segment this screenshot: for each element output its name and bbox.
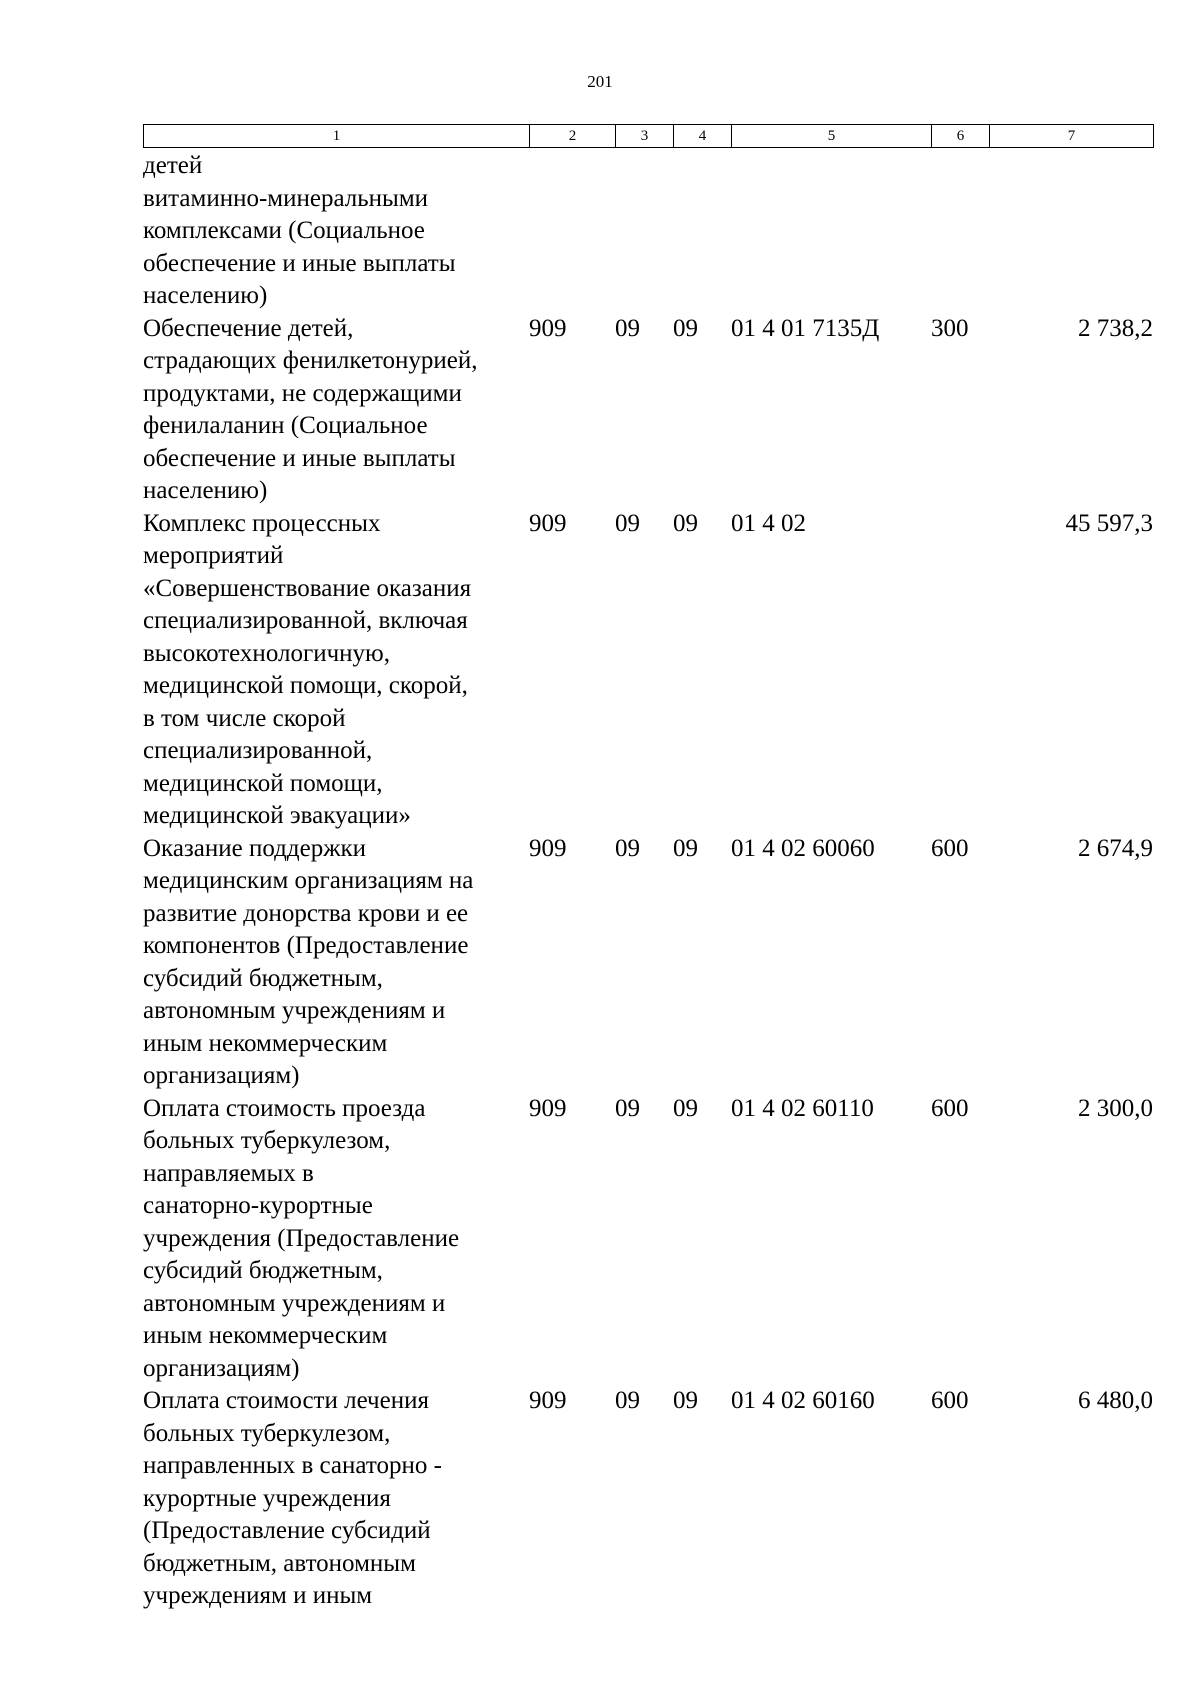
- description-line: медицинской помощи,: [143, 769, 383, 797]
- description-line: обеспечение и иные выплаты: [143, 444, 456, 472]
- table-row: [143, 150, 1153, 313]
- description-line: Оказание поддержки: [143, 834, 366, 862]
- description-line: комплексами (Социальное: [143, 217, 425, 244]
- description-line: высокотехнологичную,: [143, 639, 390, 667]
- section-code: 09: [615, 509, 640, 537]
- description-line: больных туберкулезом,: [143, 1127, 391, 1154]
- row-description: [143, 508, 528, 833]
- column-header-5: 5: [732, 125, 932, 148]
- section-code: 09: [615, 1387, 640, 1414]
- description-line: субсидий бюджетным,: [143, 964, 383, 992]
- description-line: санаторно-курортные: [143, 1192, 373, 1219]
- row-description: [143, 150, 528, 313]
- page-number: 201: [587, 72, 613, 91]
- ministry-code: 909: [529, 1094, 567, 1122]
- column-header-2: 2: [530, 125, 616, 148]
- description-line: обеспечение и иные выплаты: [143, 249, 456, 277]
- ministry-code: 909: [529, 834, 567, 862]
- table-body: [143, 150, 1153, 1613]
- row-description: [143, 833, 528, 1093]
- description-line: специализированной,: [143, 737, 373, 764]
- description-line: иным некоммерческим: [143, 1322, 388, 1349]
- table-row: [143, 508, 1153, 833]
- description-line: страдающих фенилкетонурией,: [143, 347, 478, 374]
- target-article-code: 01 4 02 60110: [731, 1094, 874, 1122]
- ministry-code: 909: [529, 509, 567, 537]
- description-line: Обеспечение детей,: [143, 314, 354, 342]
- target-article-code: 01 4 01 7135Д: [731, 314, 880, 342]
- ministry-code: 909: [529, 1387, 567, 1414]
- expense-type-code: 600: [931, 1094, 969, 1122]
- description-line: направленных в санаторно -: [143, 1452, 442, 1479]
- description-line: (Предоставление субсидий: [143, 1517, 431, 1544]
- description-line: Комплекс процессных: [143, 509, 381, 537]
- column-header-table: [143, 124, 1154, 148]
- description-line: бюджетным, автономным: [143, 1549, 416, 1577]
- target-article-code: 01 4 02 60160: [731, 1387, 875, 1414]
- description-line: развитие донорства крови и ее: [143, 899, 469, 927]
- row-description: [143, 1385, 528, 1613]
- table-row: [143, 833, 1153, 1093]
- description-line: учреждения (Предоставление: [143, 1224, 460, 1252]
- target-article-code: 01 4 02 60060: [731, 834, 875, 862]
- description-line: мероприятий: [143, 542, 284, 569]
- target-article-code: 01 4 02: [731, 509, 806, 537]
- subsection-code: 09: [673, 509, 698, 537]
- description-line: организациям): [143, 1354, 300, 1382]
- subsection-code: 09: [673, 314, 698, 342]
- description-line: продуктами, не содержащими: [143, 379, 462, 407]
- description-line: больных туберкулезом,: [143, 1419, 391, 1447]
- table-row: [143, 1385, 1153, 1613]
- table-row: [143, 313, 1153, 508]
- column-header-3: 3: [616, 125, 674, 148]
- description-line: организациям): [143, 1062, 300, 1089]
- description-line: «Совершенствование оказания: [143, 574, 472, 602]
- column-header-row: [144, 125, 1154, 148]
- description-line: иным некоммерческим: [143, 1029, 388, 1057]
- expense-type-code: 600: [931, 834, 969, 862]
- description-line: фенилаланин (Социальное: [143, 412, 428, 439]
- expense-type-code: 300: [931, 314, 969, 342]
- amount-value: 2 300,0: [1078, 1094, 1153, 1122]
- subsection-code: 09: [673, 1094, 698, 1122]
- description-line: детей: [143, 152, 203, 179]
- column-header-6: 6: [932, 125, 990, 148]
- expense-type-code: 600: [931, 1387, 969, 1414]
- description-line: медицинской эвакуации»: [143, 802, 411, 829]
- description-line: медицинским организациям на: [143, 867, 474, 894]
- description-line: Оплата стоимости лечения: [143, 1387, 429, 1414]
- description-line: витаминно-минеральными: [143, 184, 429, 212]
- description-line: автономным учреждениям и: [143, 1289, 446, 1317]
- description-line: автономным учреждениям и: [143, 997, 446, 1024]
- section-code: 09: [615, 314, 640, 342]
- description-line: Оплата стоимость проезда: [143, 1094, 426, 1122]
- description-line: учреждениям и иным: [143, 1582, 373, 1609]
- description-line: субсидий бюджетным,: [143, 1257, 383, 1284]
- description-line: компонентов (Предоставление: [143, 932, 469, 959]
- column-header-7: 7: [990, 125, 1154, 148]
- amount-value: 6 480,0: [1078, 1387, 1153, 1414]
- subsection-code: 09: [673, 1387, 698, 1414]
- description-line: в том числе скорой: [143, 704, 346, 732]
- table-row: [143, 1093, 1153, 1386]
- description-line: специализированной, включая: [143, 607, 468, 634]
- column-header-4: 4: [674, 125, 732, 148]
- description-line: курортные учреждения: [143, 1484, 391, 1512]
- section-code: 09: [615, 834, 640, 862]
- column-header-1: 1: [144, 125, 530, 148]
- description-line: медицинской помощи, скорой,: [143, 672, 468, 699]
- subsection-code: 09: [673, 834, 698, 862]
- ministry-code: 909: [529, 314, 567, 342]
- amount-value: 45 597,3: [1065, 509, 1153, 537]
- row-description: [143, 313, 528, 508]
- description-line: населению): [143, 477, 268, 504]
- section-code: 09: [615, 1094, 640, 1122]
- description-line: населению): [143, 282, 268, 309]
- amount-value: 2 674,9: [1078, 834, 1153, 862]
- description-line: направляемых в: [143, 1159, 314, 1187]
- row-description: [143, 1093, 528, 1386]
- amount-value: 2 738,2: [1078, 314, 1153, 342]
